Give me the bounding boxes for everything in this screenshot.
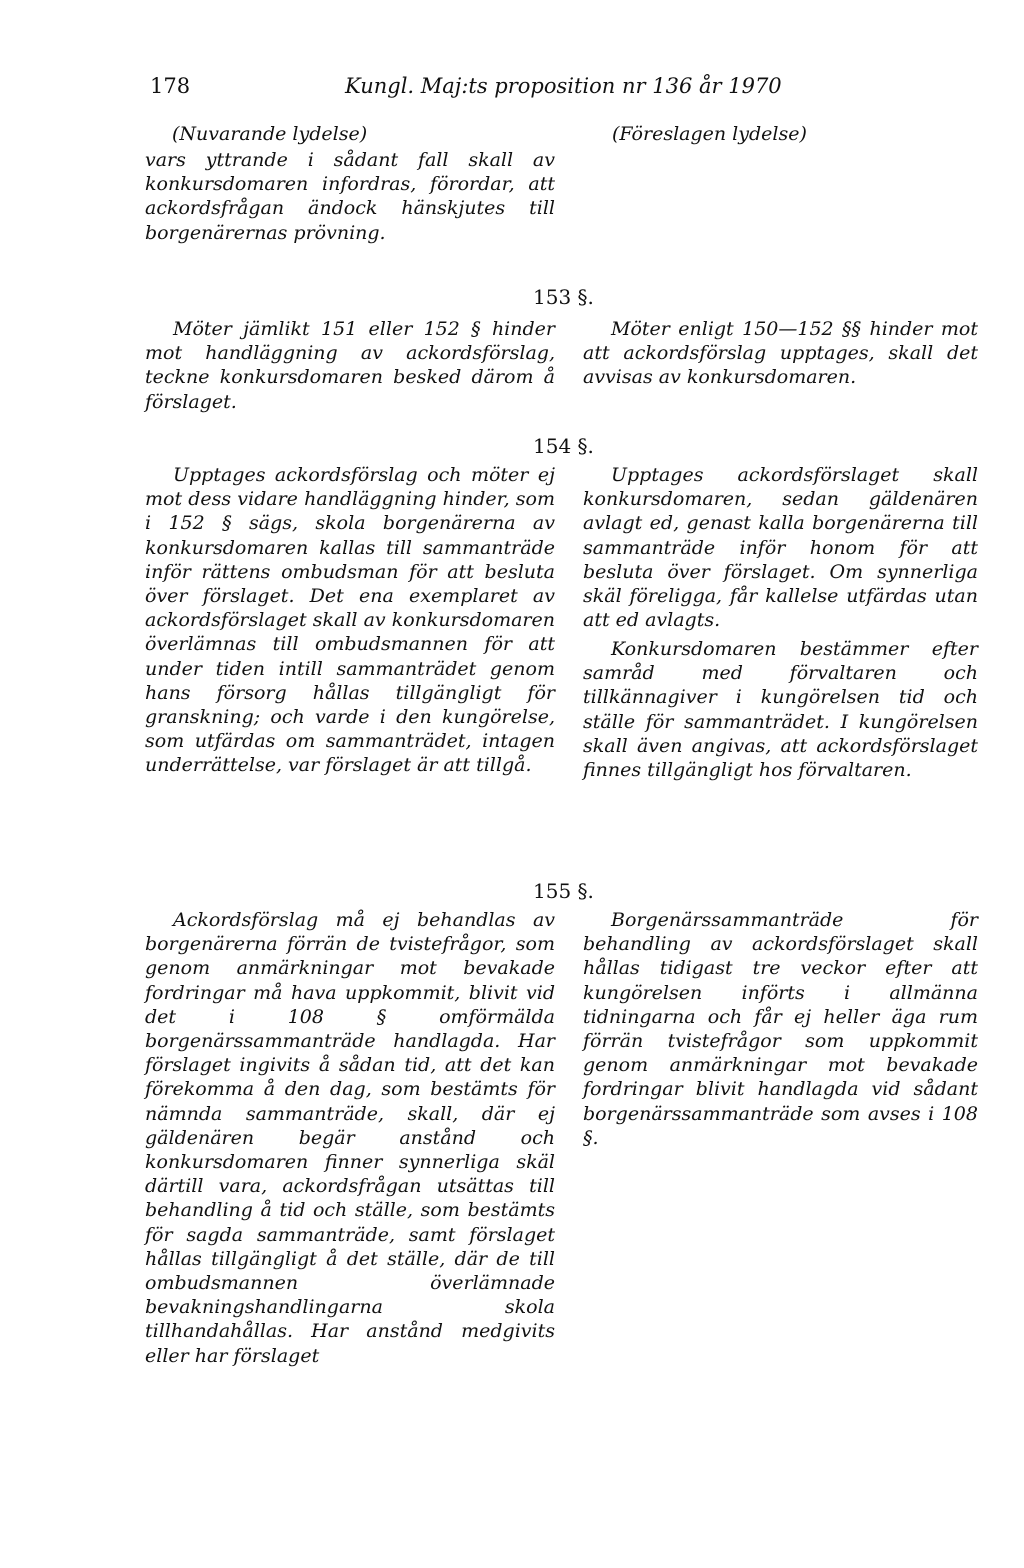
pre-paragraph-current: vars yttrande i sådant fall skall av konkursdomaren infordras, förordar, att ackordsfrågan ändock hänskjutes till borgenärernas prövning. xyxy=(145,149,555,244)
section-155-proposed: Borgenärssammanträde för behandling av ackordsförslaget skall hållas tidigast tre veckor efter att kungörelsen införts i allmänna tidningarna och får ej heller äga rum förrän tvistefrågor som uppkommit genom anmärkningar mot bevakade fordringar blivit handlagda vid sådant borgenärssammanträde som avses i 108 §. xyxy=(583,909,978,1149)
right-column-heading: (Föreslagen lydelse) xyxy=(612,123,807,145)
section-154-proposed-2: Konkursdomaren bestämmer efter samråd med förvaltaren och tillkännagiver i kungörelsen tid och ställe för sammanträdet. I kungörelsen skall även angivas, att ackordsförslaget finnes tillgängligt hos förvaltaren. xyxy=(583,638,978,782)
section-153-label: 153 §. xyxy=(533,285,594,309)
section-155-label: 155 §. xyxy=(533,879,594,903)
section-155-current: Ackordsförslag må ej behandlas av borgenärerna förrän de tvistefrågor, som genom anmärkningar mot bevakade fordringar må hava uppkommit, blivit vid det i 108 § omförmälda borgenärssammanträde handlagda. Har förslaget ingivits å sådan tid, att det kan förekomma å den dag, som bestämts för nämnda sammanträde, skall, där ej gäldenären begär anstånd och konkursdomaren finner synnerliga skäl därtill vara, ackordsfrågan utsättas till behandling å tid och ställe, som bestämts för sagda sammanträde, samt förslaget hållas tillgängligt å det ställe, där de till ombudsmannen överlämnade bevakningshandlingarna skola tillhandahållas. Har anstånd medgivits eller har förslaget xyxy=(145,909,555,1367)
section-153-current: Möter jämlikt 151 eller 152 § hinder mot handläggning av ackordsförslag, teckne konkursdomaren besked därom å förslaget. xyxy=(145,318,555,413)
left-column-heading: (Nuvarande lydelse) xyxy=(172,123,368,145)
page-number: 178 xyxy=(150,74,191,98)
page-header xyxy=(150,74,790,110)
section-154-proposed-1: Upptages ackordsförslaget skall konkursdomaren, sedan gäldenären avlagt ed, genast kalla borgenärerna till sammanträde inför honom för att besluta över förslaget. Om synnerliga skäl föreligga, får kallelse utfärdas utan att ed avlagts. xyxy=(583,464,978,632)
section-153-proposed: Möter enligt 150—152 §§ hinder mot att ackordsförslag upptages, skall det avvisas av konkursdomaren. xyxy=(583,318,978,389)
section-154-current: Upptages ackordsförslag och möter ej mot dess vidare handläggning hinder, som i 152 § sägs, skola borgenärerna av konkursdomaren kallas till sammanträde inför rättens ombudsman för att besluta över förslaget. Det ena exemplaret av ackordsförslaget skall av konkursdomaren överlämnas till ombudsmannen för att under tiden intill sammanträdet genom hans försorg hållas tillgängligt för granskning; och varde i den kungörelse, som utfärdas om sammanträdet, intagen underrättelse, var förslaget är att tillgå. xyxy=(145,464,555,777)
section-154-label: 154 §. xyxy=(533,434,594,458)
running-title: Kungl. Maj:ts proposition nr 136 år 1970 xyxy=(345,74,782,98)
